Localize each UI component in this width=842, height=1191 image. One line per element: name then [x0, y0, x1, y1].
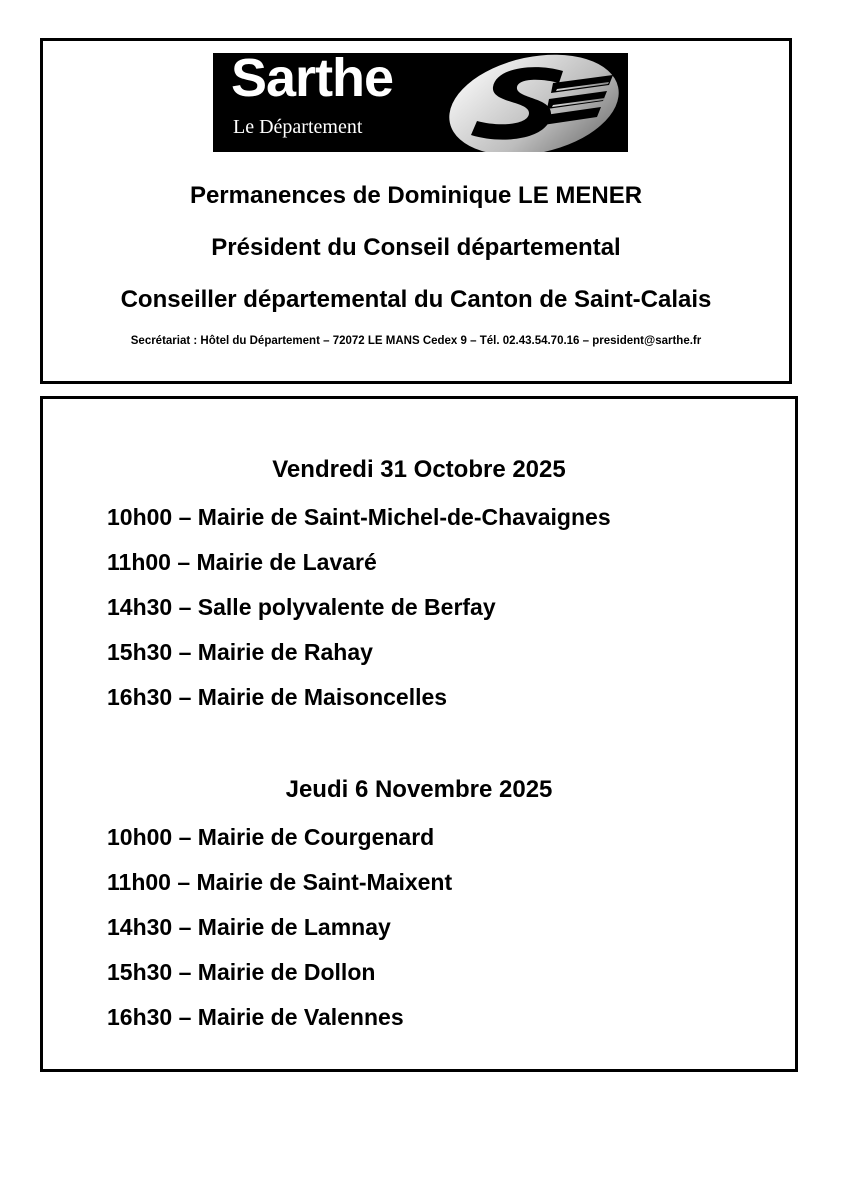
event-item: 11h00 – Mairie de Saint-Maixent	[107, 869, 453, 895]
page-title: Permanences de Dominique LE MENER	[189, 182, 643, 209]
contact-line: Secrétariat : Hôtel du Département – 72072 LE MANS Cedex 9 – Tél. 02.43.54.70.16 – president@sarthe.fr	[130, 335, 702, 347]
event-item: 15h30 – Mairie de Dollon	[107, 959, 376, 985]
event-item: 10h00 – Mairie de Saint-Michel-de-Chavaignes	[107, 504, 611, 530]
event-list	[107, 503, 611, 728]
day-heading: Jeudi 6 Novembre 2025	[285, 776, 553, 803]
event-item: 16h30 – Mairie de Maisoncelles	[107, 684, 448, 710]
event-item: 15h30 – Mairie de Rahay	[107, 639, 373, 665]
event-list	[107, 823, 452, 1048]
event-item: 14h30 – Salle polyvalente de Berfay	[107, 594, 496, 620]
header-box	[40, 38, 792, 384]
event-item: 16h30 – Mairie de Valennes	[107, 1004, 404, 1030]
event-item: 10h00 – Mairie de Courgenard	[107, 824, 435, 850]
sarthe-emblem-icon	[441, 53, 628, 152]
role-councillor: Conseiller départemental du Canton de Saint-Calais	[120, 286, 712, 313]
event-item: 11h00 – Mairie de Lavaré	[107, 549, 377, 575]
schedule-box	[40, 396, 798, 1072]
role-president: Président du Conseil départemental	[211, 234, 621, 261]
sarthe-logo	[213, 48, 628, 152]
event-item: 14h30 – Mairie de Lamnay	[107, 914, 391, 940]
logo-wordmark: Sarthe	[231, 48, 394, 108]
logo-subtitle: Le Département	[233, 116, 363, 138]
day-heading: Vendredi 31 Octobre 2025	[272, 456, 566, 483]
